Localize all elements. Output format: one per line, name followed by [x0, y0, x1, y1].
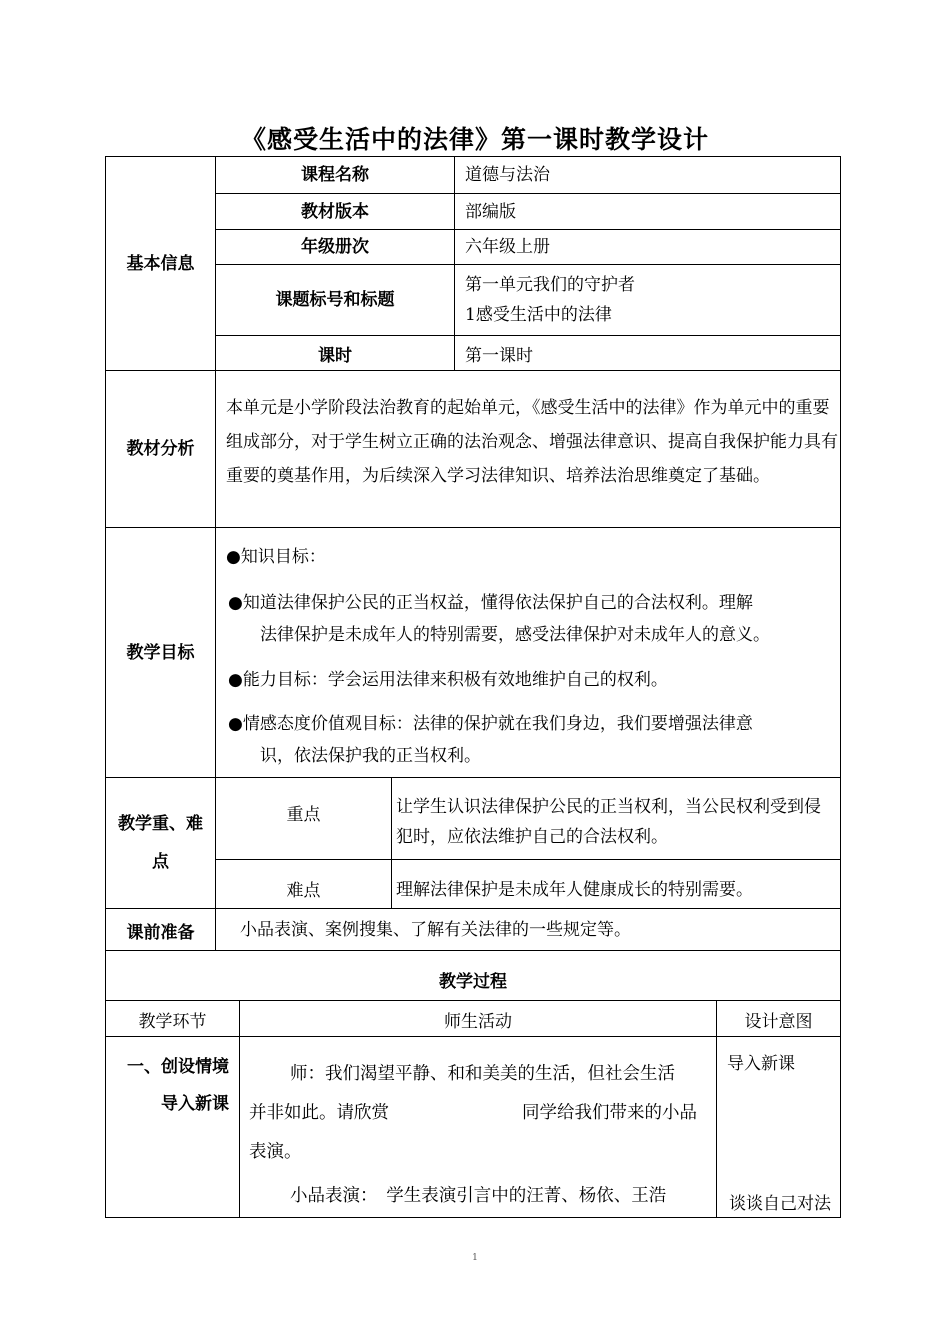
hard-point-label: 难点: [215, 859, 392, 909]
step1-line2: 导入新课: [161, 1094, 229, 1114]
basic-info-label: 基本信息: [105, 156, 216, 371]
intent-line2: 谈谈自己对法: [729, 1194, 831, 1214]
lesson-title-label: 课题标号和标题: [215, 264, 455, 336]
lesson-title-value: [454, 264, 841, 336]
process-col-step: 教学环节: [105, 1000, 240, 1037]
key-points-label-line2: 点: [152, 852, 169, 872]
activity-cell: [239, 1036, 717, 1218]
page-title: 《感受生活中的法律》第一课时教学设计: [240, 125, 709, 154]
activity-line4: 小品表演： 学生表演引言中的汪菁、杨依、王浩: [290, 1186, 667, 1206]
analysis-text: 本单元是小学阶段法治教育的起始单元，《感受生活中的法律》作为单元中的重要组成部分，对于学生树立正确的法治观念、增强法律意识、提高自我保护能力具有重要的奠基作用，为后续深入学习法律知识、培养法治思维奠定了基础。: [215, 370, 841, 528]
lesson-period-value: 第一课时: [454, 335, 841, 371]
lesson-period-label: 课时: [215, 335, 455, 371]
lesson-title-line2: 1感受生活中的法律: [465, 305, 612, 325]
textbook-version-value: 部编版: [454, 193, 841, 230]
hard-point-text: 理解法律保护是未成年人健康成长的特别需要。: [391, 859, 841, 909]
intent-line1: 导入新课: [727, 1054, 795, 1074]
grade-volume-label: 年级册次: [215, 229, 455, 265]
step1-line1: 一、创设情境: [127, 1057, 229, 1077]
lesson-title-line1: 第一单元我们的守护者: [465, 275, 635, 295]
analysis-label: 教材分析: [105, 370, 216, 528]
key-points-label-line1: 教学重、难: [118, 814, 203, 834]
key-point-label: 重点: [215, 777, 392, 860]
activity-line1: 师：我们渴望平静、和和美美的生活，但社会生活: [290, 1064, 675, 1084]
goal-attitude-line1: ●情感态度价值观目标：法律的保护就在我们身边，我们要增强法律意: [228, 714, 753, 734]
key-points-label: [105, 777, 216, 909]
grade-volume-value: 六年级上册: [454, 229, 841, 265]
goal-knowledge-line2: 法律保护是未成年人的特别需要，感受法律保护对未成年人的意义。: [260, 625, 770, 645]
goal-ability: ●能力目标：学会运用法律来积极有效地维护自己的权利。: [228, 670, 668, 690]
key-point-text: 让学生认识法律保护公民的正当权利，当公民权利受到侵犯时，应依法维护自己的合法权利。: [391, 777, 841, 860]
prep-label: 课前准备: [105, 908, 216, 951]
process-header: 教学过程: [105, 950, 841, 1001]
page-number: 1: [472, 1253, 478, 1263]
activity-line2-a: 并非如此。请欣赏: [249, 1103, 389, 1123]
goal-attitude-line2: 识，依法保护我的正当权利。: [260, 746, 481, 766]
textbook-version-label: 教材版本: [215, 193, 455, 230]
course-name-label: 课程名称: [215, 156, 455, 194]
goal-knowledge-line1: ●知道法律保护公民的正当权益，懂得依法保护自己的合法权利。理解: [228, 593, 753, 613]
prep-text: 小品表演、案例搜集、了解有关法律的一些规定等。: [215, 908, 841, 951]
process-col-intent: 设计意图: [716, 1000, 841, 1037]
goals-label: 教学目标: [105, 527, 216, 778]
step1-cell: [105, 1036, 240, 1218]
activity-line3: 表演。: [249, 1142, 302, 1162]
intent-cell: [716, 1036, 841, 1218]
course-name-value: 道德与法治: [454, 156, 841, 194]
activity-line2-b: 同学给我们带来的小品: [522, 1103, 697, 1123]
process-col-activity: 师生活动: [239, 1000, 717, 1037]
goal-knowledge-heading: ●知识目标：: [226, 547, 326, 567]
